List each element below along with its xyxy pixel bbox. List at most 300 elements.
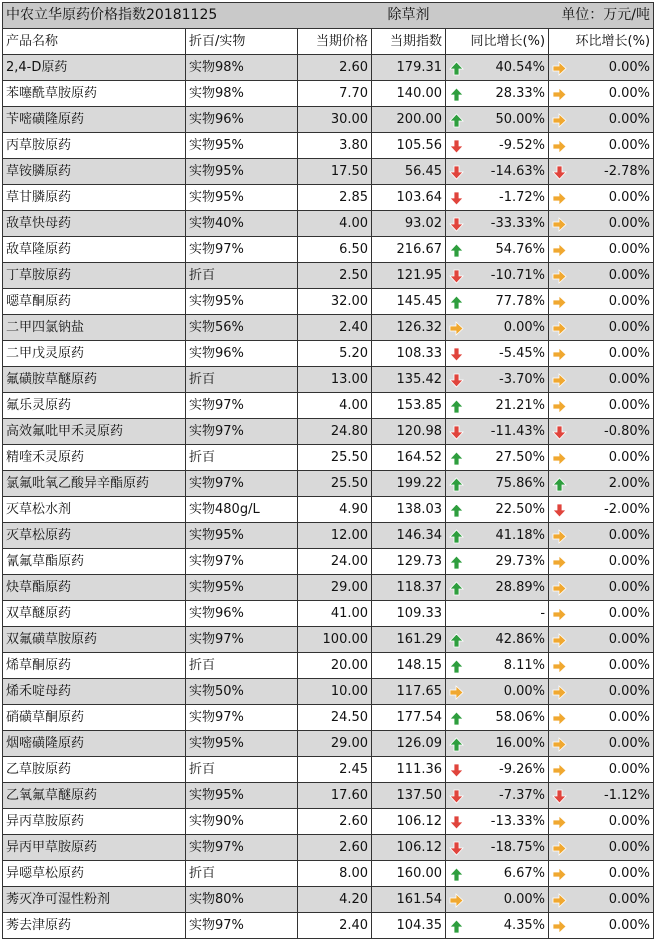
up-arrow-icon bbox=[449, 632, 464, 647]
current-price: 30.00 bbox=[298, 107, 372, 133]
yoy-change-value: -18.75% bbox=[490, 840, 546, 855]
mom-change-cell bbox=[549, 861, 654, 887]
product-name: 莠灭净可湿性粉剂 bbox=[3, 887, 186, 913]
mom-change-value: 0.00% bbox=[608, 762, 651, 777]
mom-change-cell bbox=[549, 627, 654, 653]
product-spec: 实物97% bbox=[186, 549, 298, 575]
current-price: 4.00 bbox=[298, 211, 372, 237]
yoy-change-cell bbox=[446, 185, 549, 211]
right-arrow-icon bbox=[552, 918, 567, 933]
mom-change-value: -2.78% bbox=[604, 164, 651, 179]
up-arrow-icon bbox=[449, 736, 464, 751]
current-price: 4.90 bbox=[298, 497, 372, 523]
mom-change-cell bbox=[549, 809, 654, 835]
mom-change-cell bbox=[549, 705, 654, 731]
current-price: 2.40 bbox=[298, 315, 372, 341]
down-arrow-icon bbox=[449, 840, 464, 855]
table-row bbox=[3, 835, 654, 861]
product-name: 敌草快母药 bbox=[3, 211, 186, 237]
current-price: 5.20 bbox=[298, 341, 372, 367]
up-arrow-icon bbox=[552, 476, 567, 491]
yoy-change-value: 75.86% bbox=[495, 476, 546, 491]
product-spec: 折百 bbox=[186, 757, 298, 783]
right-arrow-icon bbox=[552, 294, 567, 309]
mom-change-value: 0.00% bbox=[608, 216, 651, 231]
table-row bbox=[3, 107, 654, 133]
col-header-index: 当期指数 bbox=[372, 29, 446, 55]
table-row bbox=[3, 653, 654, 679]
right-arrow-icon bbox=[552, 242, 567, 257]
product-spec: 折百 bbox=[186, 445, 298, 471]
col-header-yoy: 同比增长(%) bbox=[446, 29, 549, 55]
down-arrow-icon bbox=[449, 190, 464, 205]
yoy-change-value: 0.00% bbox=[503, 320, 546, 335]
mom-change-value: 0.00% bbox=[608, 320, 651, 335]
product-name: 丙草胺原药 bbox=[3, 133, 186, 159]
current-index: 117.65 bbox=[372, 679, 446, 705]
table-row bbox=[3, 289, 654, 315]
up-arrow-icon bbox=[449, 710, 464, 725]
current-index: 199.22 bbox=[372, 471, 446, 497]
product-spec: 实物95% bbox=[186, 133, 298, 159]
current-index: 200.00 bbox=[372, 107, 446, 133]
right-arrow-icon bbox=[552, 190, 567, 205]
yoy-change-value: 50.00% bbox=[495, 112, 546, 127]
yoy-change-cell bbox=[446, 263, 549, 289]
mom-change-value: 0.00% bbox=[608, 710, 651, 725]
mom-change-cell bbox=[549, 523, 654, 549]
yoy-change-cell bbox=[446, 107, 549, 133]
current-index: 56.45 bbox=[372, 159, 446, 185]
mom-change-cell bbox=[549, 549, 654, 575]
right-arrow-icon bbox=[552, 554, 567, 569]
down-arrow-icon bbox=[552, 164, 567, 179]
product-spec: 实物95% bbox=[186, 575, 298, 601]
mom-change-value: 0.00% bbox=[608, 112, 651, 127]
up-arrow-icon bbox=[449, 476, 464, 491]
right-arrow-icon bbox=[552, 684, 567, 699]
product-name: 双草醚原药 bbox=[3, 601, 186, 627]
right-arrow-icon bbox=[552, 632, 567, 647]
product-name: 乙氧氟草醚原药 bbox=[3, 783, 186, 809]
right-arrow-icon bbox=[552, 320, 567, 335]
yoy-change-cell bbox=[446, 55, 549, 81]
yoy-change-cell bbox=[446, 549, 549, 575]
current-index: 160.00 bbox=[372, 861, 446, 887]
product-spec: 实物95% bbox=[186, 783, 298, 809]
right-arrow-icon bbox=[552, 268, 567, 283]
current-index: 135.42 bbox=[372, 367, 446, 393]
mom-change-value: 0.00% bbox=[608, 190, 651, 205]
mom-change-cell bbox=[549, 653, 654, 679]
mom-change-cell bbox=[549, 471, 654, 497]
current-price: 8.00 bbox=[298, 861, 372, 887]
down-arrow-icon bbox=[449, 762, 464, 777]
mom-change-cell bbox=[549, 913, 654, 939]
current-price: 29.00 bbox=[298, 575, 372, 601]
product-spec: 折百 bbox=[186, 263, 298, 289]
mom-change-value: 0.00% bbox=[608, 294, 651, 309]
product-spec: 实物90% bbox=[186, 809, 298, 835]
down-arrow-icon bbox=[449, 372, 464, 387]
mom-change-value: 0.00% bbox=[608, 398, 651, 413]
current-price: 2.40 bbox=[298, 913, 372, 939]
mom-change-value: -1.12% bbox=[604, 788, 651, 803]
down-arrow-icon bbox=[449, 138, 464, 153]
right-arrow-icon bbox=[552, 762, 567, 777]
table-row bbox=[3, 81, 654, 107]
yoy-change-cell bbox=[446, 627, 549, 653]
mom-change-value: 0.00% bbox=[608, 918, 651, 933]
table-row bbox=[3, 471, 654, 497]
mom-change-value: 0.00% bbox=[608, 632, 651, 647]
current-index: 140.00 bbox=[372, 81, 446, 107]
current-index: 164.52 bbox=[372, 445, 446, 471]
up-arrow-icon bbox=[449, 86, 464, 101]
table-row bbox=[3, 809, 654, 835]
product-spec: 折百 bbox=[186, 367, 298, 393]
right-arrow-icon bbox=[552, 372, 567, 387]
current-index: 153.85 bbox=[372, 393, 446, 419]
right-arrow-icon bbox=[552, 892, 567, 907]
current-index: 103.64 bbox=[372, 185, 446, 211]
mom-change-value: 0.00% bbox=[608, 606, 651, 621]
down-arrow-icon bbox=[449, 346, 464, 361]
yoy-change-cell bbox=[446, 913, 549, 939]
table-row bbox=[3, 705, 654, 731]
mom-change-cell bbox=[549, 393, 654, 419]
current-price: 2.85 bbox=[298, 185, 372, 211]
up-arrow-icon bbox=[449, 112, 464, 127]
product-name: 噁草酮原药 bbox=[3, 289, 186, 315]
right-arrow-icon bbox=[552, 112, 567, 127]
table-row bbox=[3, 133, 654, 159]
down-arrow-icon bbox=[449, 164, 464, 179]
table-row bbox=[3, 757, 654, 783]
current-price: 6.50 bbox=[298, 237, 372, 263]
table-row bbox=[3, 185, 654, 211]
product-name: 二甲戊灵原药 bbox=[3, 341, 186, 367]
right-arrow-icon bbox=[552, 86, 567, 101]
product-spec: 实物97% bbox=[186, 419, 298, 445]
category-label: 除草剂 bbox=[372, 3, 446, 29]
current-price: 25.50 bbox=[298, 471, 372, 497]
yoy-change-cell bbox=[446, 523, 549, 549]
mom-change-value: 0.00% bbox=[608, 528, 651, 543]
title-row bbox=[3, 3, 654, 29]
product-spec: 实物97% bbox=[186, 913, 298, 939]
right-arrow-icon bbox=[552, 138, 567, 153]
current-index: 138.03 bbox=[372, 497, 446, 523]
current-price: 17.60 bbox=[298, 783, 372, 809]
mom-change-value: 0.00% bbox=[608, 684, 651, 699]
yoy-change-value: - bbox=[540, 606, 546, 621]
yoy-change-cell bbox=[446, 211, 549, 237]
product-spec: 实物95% bbox=[186, 731, 298, 757]
mom-change-value: 0.00% bbox=[608, 866, 651, 881]
product-spec: 实物95% bbox=[186, 523, 298, 549]
mom-change-value: -0.80% bbox=[604, 424, 651, 439]
current-index: 126.32 bbox=[372, 315, 446, 341]
current-price: 24.80 bbox=[298, 419, 372, 445]
mom-change-value: 0.00% bbox=[608, 658, 651, 673]
current-price: 2.50 bbox=[298, 263, 372, 289]
yoy-change-value: 22.50% bbox=[495, 502, 546, 517]
product-name: 异丙甲草胺原药 bbox=[3, 835, 186, 861]
current-price: 41.00 bbox=[298, 601, 372, 627]
up-arrow-icon bbox=[449, 502, 464, 517]
right-arrow-icon bbox=[552, 736, 567, 751]
mom-change-value: 0.00% bbox=[608, 268, 651, 283]
down-arrow-icon bbox=[552, 502, 567, 517]
mom-change-value: 0.00% bbox=[608, 60, 651, 75]
mom-change-cell bbox=[549, 263, 654, 289]
right-arrow-icon bbox=[552, 346, 567, 361]
yoy-change-cell bbox=[446, 575, 549, 601]
mom-change-cell bbox=[549, 159, 654, 185]
mom-change-value: 0.00% bbox=[608, 840, 651, 855]
mom-change-value: 2.00% bbox=[608, 476, 651, 491]
yoy-change-cell bbox=[446, 133, 549, 159]
product-spec: 实物97% bbox=[186, 393, 298, 419]
col-header-price: 当期价格 bbox=[298, 29, 372, 55]
mom-change-cell bbox=[549, 835, 654, 861]
yoy-change-value: 28.89% bbox=[495, 580, 546, 595]
mom-change-cell bbox=[549, 731, 654, 757]
yoy-change-cell bbox=[446, 783, 549, 809]
up-arrow-icon bbox=[449, 398, 464, 413]
current-index: 109.33 bbox=[372, 601, 446, 627]
table-row bbox=[3, 419, 654, 445]
yoy-change-value: -1.72% bbox=[499, 190, 546, 205]
current-index: 118.37 bbox=[372, 575, 446, 601]
product-spec: 实物97% bbox=[186, 835, 298, 861]
current-index: 129.73 bbox=[372, 549, 446, 575]
down-arrow-icon bbox=[449, 814, 464, 829]
mom-change-cell bbox=[549, 55, 654, 81]
mom-change-value: 0.00% bbox=[608, 892, 651, 907]
table-row bbox=[3, 731, 654, 757]
up-arrow-icon bbox=[449, 450, 464, 465]
current-price: 32.00 bbox=[298, 289, 372, 315]
mom-change-value: 0.00% bbox=[608, 372, 651, 387]
product-spec: 实物95% bbox=[186, 289, 298, 315]
yoy-change-cell bbox=[446, 289, 549, 315]
mom-change-cell bbox=[549, 601, 654, 627]
current-index: 145.45 bbox=[372, 289, 446, 315]
current-index: 105.56 bbox=[372, 133, 446, 159]
mom-change-cell bbox=[549, 783, 654, 809]
current-price: 2.60 bbox=[298, 835, 372, 861]
current-index: 179.31 bbox=[372, 55, 446, 81]
mom-change-value: 0.00% bbox=[608, 736, 651, 751]
yoy-change-value: 40.54% bbox=[495, 60, 546, 75]
right-arrow-icon bbox=[552, 710, 567, 725]
product-name: 烯草酮原药 bbox=[3, 653, 186, 679]
yoy-change-cell bbox=[446, 445, 549, 471]
product-name: 莠去津原药 bbox=[3, 913, 186, 939]
down-arrow-icon bbox=[449, 788, 464, 803]
up-arrow-icon bbox=[449, 242, 464, 257]
current-index: 148.15 bbox=[372, 653, 446, 679]
current-price: 4.00 bbox=[298, 393, 372, 419]
current-price: 4.20 bbox=[298, 887, 372, 913]
product-spec: 实物98% bbox=[186, 55, 298, 81]
right-arrow-icon bbox=[552, 840, 567, 855]
product-name: 烟嘧磺隆原药 bbox=[3, 731, 186, 757]
product-name: 异丙草胺原药 bbox=[3, 809, 186, 835]
mom-change-cell bbox=[549, 133, 654, 159]
table-row bbox=[3, 627, 654, 653]
yoy-change-value: 0.00% bbox=[503, 684, 546, 699]
product-spec: 实物97% bbox=[186, 705, 298, 731]
product-name: 草铵膦原药 bbox=[3, 159, 186, 185]
yoy-change-value: 8.11% bbox=[503, 658, 546, 673]
mom-change-cell bbox=[549, 289, 654, 315]
current-index: 111.36 bbox=[372, 757, 446, 783]
table-row bbox=[3, 913, 654, 939]
yoy-change-value: 77.78% bbox=[495, 294, 546, 309]
current-index: 104.35 bbox=[372, 913, 446, 939]
table-row bbox=[3, 237, 654, 263]
yoy-change-value: -33.33% bbox=[490, 216, 546, 231]
yoy-change-value: 4.35% bbox=[503, 918, 546, 933]
up-arrow-icon bbox=[449, 554, 464, 569]
right-arrow-icon bbox=[552, 450, 567, 465]
yoy-change-value: 6.67% bbox=[503, 866, 546, 881]
table-row bbox=[3, 549, 654, 575]
col-header-product: 产品名称 bbox=[3, 29, 186, 55]
current-price: 100.00 bbox=[298, 627, 372, 653]
product-name: 苯噻酰草胺原药 bbox=[3, 81, 186, 107]
current-index: 161.29 bbox=[372, 627, 446, 653]
yoy-change-value: -3.70% bbox=[499, 372, 546, 387]
yoy-change-value: 41.18% bbox=[495, 528, 546, 543]
mom-change-cell bbox=[549, 575, 654, 601]
current-price: 2.45 bbox=[298, 757, 372, 783]
up-arrow-icon bbox=[449, 580, 464, 595]
yoy-change-value: 21.21% bbox=[495, 398, 546, 413]
yoy-change-cell bbox=[446, 341, 549, 367]
yoy-change-cell bbox=[446, 159, 549, 185]
mom-change-value: 0.00% bbox=[608, 138, 651, 153]
up-arrow-icon bbox=[449, 528, 464, 543]
yoy-change-value: 42.86% bbox=[495, 632, 546, 647]
product-name: 烯禾啶母药 bbox=[3, 679, 186, 705]
mom-change-cell bbox=[549, 81, 654, 107]
product-name: 敌草隆原药 bbox=[3, 237, 186, 263]
right-arrow-icon bbox=[552, 658, 567, 673]
current-index: 106.12 bbox=[372, 809, 446, 835]
yoy-change-value: -9.52% bbox=[499, 138, 546, 153]
yoy-change-value: -10.71% bbox=[490, 268, 546, 283]
table-row bbox=[3, 393, 654, 419]
price-index-table bbox=[2, 2, 654, 939]
yoy-change-cell bbox=[446, 237, 549, 263]
table-row bbox=[3, 783, 654, 809]
right-arrow-icon bbox=[552, 398, 567, 413]
product-name: 丁草胺原药 bbox=[3, 263, 186, 289]
mom-change-cell bbox=[549, 367, 654, 393]
current-index: 93.02 bbox=[372, 211, 446, 237]
mom-change-cell bbox=[549, 497, 654, 523]
yoy-change-value: 27.50% bbox=[495, 450, 546, 465]
current-index: 161.54 bbox=[372, 887, 446, 913]
yoy-change-cell bbox=[446, 367, 549, 393]
unit-label: 单位：万元/吨 bbox=[446, 3, 654, 29]
current-index: 177.54 bbox=[372, 705, 446, 731]
yoy-change-value: -5.45% bbox=[499, 346, 546, 361]
product-spec: 实物480g/L bbox=[186, 497, 298, 523]
mom-change-cell bbox=[549, 419, 654, 445]
product-spec: 实物97% bbox=[186, 237, 298, 263]
yoy-change-cell bbox=[446, 861, 549, 887]
current-index: 106.12 bbox=[372, 835, 446, 861]
product-name: 乙草胺原药 bbox=[3, 757, 186, 783]
yoy-change-cell bbox=[446, 393, 549, 419]
current-index: 108.33 bbox=[372, 341, 446, 367]
right-arrow-icon bbox=[552, 866, 567, 881]
current-price: 2.60 bbox=[298, 55, 372, 81]
current-index: 126.09 bbox=[372, 731, 446, 757]
product-spec: 实物40% bbox=[186, 211, 298, 237]
product-name: 2,4-D原药 bbox=[3, 55, 186, 81]
table-row bbox=[3, 55, 654, 81]
table-row bbox=[3, 497, 654, 523]
table-row bbox=[3, 861, 654, 887]
mom-change-value: 0.00% bbox=[608, 580, 651, 595]
current-price: 24.00 bbox=[298, 549, 372, 575]
product-spec: 实物95% bbox=[186, 159, 298, 185]
table-row bbox=[3, 211, 654, 237]
yoy-change-value: -9.26% bbox=[499, 762, 546, 777]
up-arrow-icon bbox=[449, 866, 464, 881]
product-spec: 实物96% bbox=[186, 107, 298, 133]
product-name: 氯氟吡氧乙酸异辛酯原药 bbox=[3, 471, 186, 497]
table-row bbox=[3, 679, 654, 705]
yoy-change-value: -14.63% bbox=[490, 164, 546, 179]
product-spec: 实物50% bbox=[186, 679, 298, 705]
current-price: 29.00 bbox=[298, 731, 372, 757]
up-arrow-icon bbox=[449, 658, 464, 673]
current-index: 146.34 bbox=[372, 523, 446, 549]
right-arrow-icon bbox=[552, 60, 567, 75]
mom-change-cell bbox=[549, 185, 654, 211]
col-header-mom: 环比增长(%) bbox=[549, 29, 654, 55]
yoy-change-cell bbox=[446, 601, 549, 627]
product-spec: 实物56% bbox=[186, 315, 298, 341]
yoy-change-cell bbox=[446, 471, 549, 497]
mom-change-cell bbox=[549, 887, 654, 913]
yoy-change-value: -7.37% bbox=[499, 788, 546, 803]
yoy-change-value: 28.33% bbox=[495, 86, 546, 101]
right-arrow-icon bbox=[449, 684, 464, 699]
table-row bbox=[3, 341, 654, 367]
product-name: 灭草松水剂 bbox=[3, 497, 186, 523]
current-price: 3.80 bbox=[298, 133, 372, 159]
current-index: 216.67 bbox=[372, 237, 446, 263]
mom-change-cell bbox=[549, 445, 654, 471]
right-arrow-icon bbox=[552, 606, 567, 621]
product-spec: 折百 bbox=[186, 861, 298, 887]
right-arrow-icon bbox=[449, 892, 464, 907]
mom-change-cell bbox=[549, 679, 654, 705]
header-row bbox=[3, 29, 654, 55]
yoy-change-cell bbox=[446, 419, 549, 445]
current-price: 12.00 bbox=[298, 523, 372, 549]
product-name: 二甲四氯钠盐 bbox=[3, 315, 186, 341]
mom-change-value: 0.00% bbox=[608, 86, 651, 101]
